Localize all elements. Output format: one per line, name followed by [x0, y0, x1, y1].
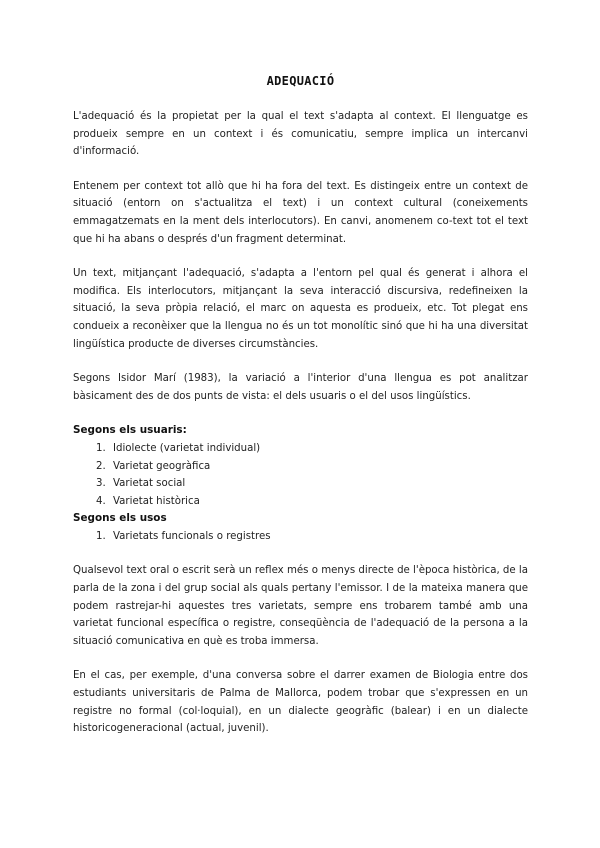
paragraph-reflex: Qualsevol text oral o escrit serà un reflex més o menys directe de l'època històrica, de la parla de la zona i del grup social als quals pertany l'emissor. I de la mateixa manera que podem rastrejar-hi aquestes tres varietats, sempre ens trobarem també amb una varietat funcional específica o registre, conseqüència de l'adequació de la persona a la situació comunicativa en què es troba immersa. [73, 565, 528, 647]
page-title: ADEQUACIÓ [266, 74, 335, 88]
list-item: 4. Varietat històrica [109, 493, 528, 511]
variation-lists [73, 422, 528, 545]
paragraph-definition: L'adequació és la propietat per la qual el text s'adapta al context. El llenguatge es produeix sempre en un context i és comunicatiu, sempre implica un intercanvi d'informació. [73, 111, 528, 158]
list-item: 3. Varietat social [109, 475, 528, 493]
section-heading-uses: Segons els usos [73, 512, 167, 525]
section-heading-users: Segons els usuaris: [73, 424, 187, 437]
users-list [73, 440, 528, 510]
uses-list [73, 528, 528, 546]
paragraph-context: Entenem per context tot allò que hi ha fora del text. Es distingeix entre un context de situació (entorn on s'actualitza el text) i un context cultural (coneixements emmagatzemats en la ment dels interlocutors). En canvi, anomenem co-text tot el text que hi ha abans o després d'un fragment determinat. [73, 180, 528, 245]
paragraph-example: En el cas, per exemple, d'una conversa sobre el darrer examen de Biologia entre dos estudiants universitaris de Palma de Mallorca, podem trobar que s'expressen en un registre no formal (col·loquial), en un dialecte geogràfic (balear) i en un dialecte historicogeneracional (actual, juvenil). [73, 670, 528, 735]
list-item: 2. Varietat geogràfica [109, 458, 528, 476]
paragraph-adaptation: Un text, mitjançant l'adequació, s'adapta a l'entorn pel qual és generat i alhora el modifica. Els interlocutors, mitjançant la seva interacció discursiva, redefineixen la situació, la seva pròpia relació, el marc on aquesta es produeix, etc. Tot plegat ens condueix a reconèixer que la llengua no és un tot monolític sinó que hi ha una diversitat lingüística producte de diverses circumstàncies. [73, 268, 528, 350]
list-item: 1. Idiolecte (varietat individual) [109, 440, 528, 458]
document-page [73, 74, 528, 755]
list-item: 1. Varietats funcionals o registres [109, 528, 528, 546]
paragraph-mari: Segons Isidor Marí (1983), la variació a l'interior d'una llengua es pot analitzar bàsicament des de dos punts de vista: el dels usuaris o el del usos lingüístics. [73, 373, 528, 402]
